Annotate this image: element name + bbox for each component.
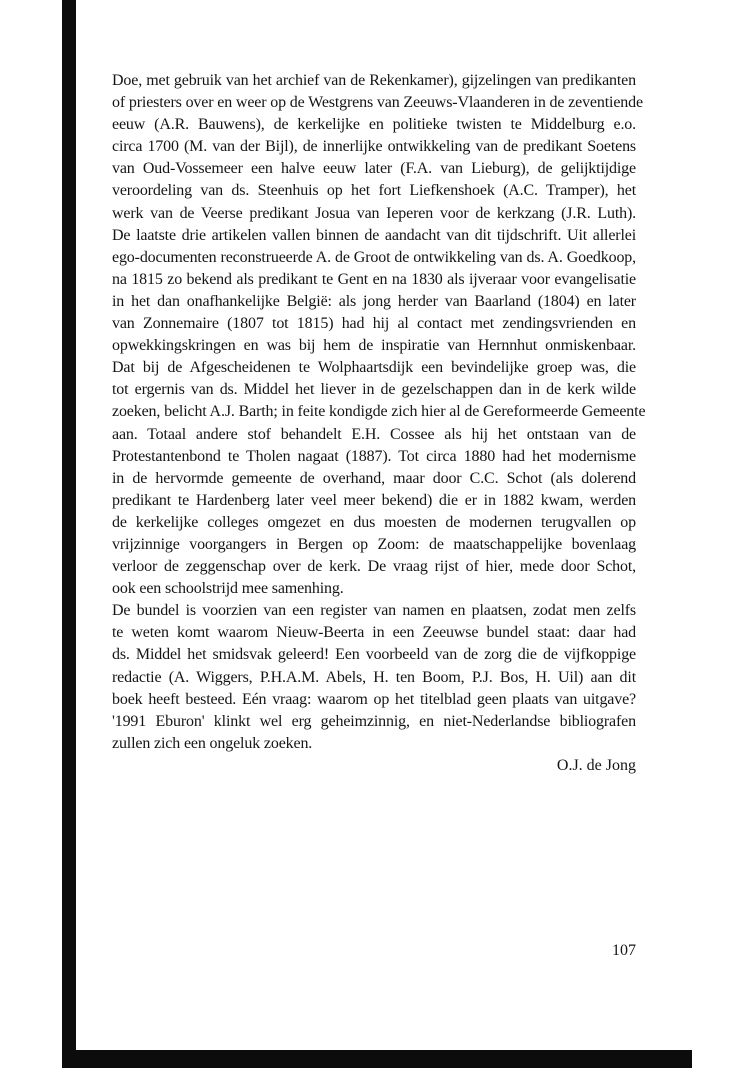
text-line: zoeken, belicht A.J. Barth; in feite kondigde zich hier al de Gereformeerde Gemeente: [112, 403, 646, 421]
text-line: te weten komt waarom Nieuw-Beerta in een Zeeuwse bundel staat: daar had: [112, 624, 636, 642]
text-line: na 1815 zo bekend als predikant te Gent en na 1830 als ijveraar voor evangelisatie: [112, 270, 636, 288]
text-line: ego-documenten reconstrueerde A. de Groot de ontwikkeling van ds. A. Goedkoop,: [112, 248, 636, 266]
text-line: Doe, met gebruik van het archief van de Rekenkamer), gijzelingen van predikanten: [112, 72, 636, 89]
page-number: 107: [612, 942, 636, 959]
text-line: circa 1700 (M. van der Bijl), de innerlijke ontwikkeling van de predikant Soetens: [112, 138, 636, 156]
text-line: in het dan onafhankelijke België: als jong herder van Baarland (1804) en later: [112, 292, 636, 310]
text-line: verloor de zeggenschap over de kerk. De vraag rijst of hier, mede door Schot,: [112, 558, 636, 576]
text-line: ds. Middel het smidsvak geleerd! Een voorbeeld van de zorg die de vijfkoppige: [112, 646, 636, 664]
author-signature: O.J. de Jong: [556, 756, 636, 774]
text-line: redactie (A. Wiggers, P.H.A.M. Abels, H. ten Boom, P.J. Bos, H. Uil) aan dit: [112, 668, 636, 686]
text-line: ook een schoolstrijd mee samenhing.: [112, 580, 344, 598]
text-line: De bundel is voorzien van een register van namen en plaatsen, zodat men zelfs: [112, 602, 636, 620]
text-line: aan. Totaal andere stof behandelt E.H. Cossee als hij het ontstaan van de: [112, 425, 636, 443]
text-line: opwekkingskringen en was bij hem de inspiratie van Hernnhut onmiskenbaar.: [112, 337, 636, 355]
article-text: [112, 70, 646, 777]
text-line: Protestantenbond te Tholen nagaat (1887). Tot circa 1880 had het modernisme: [112, 447, 636, 465]
text-line: eeuw (A.R. Bauwens), de kerkelijke en politieke twisten te Middelburg e.o.: [112, 116, 636, 134]
text-line: predikant te Hardenberg later veel meer bekend) die er in 1882 kwam, werden: [112, 491, 636, 509]
scan-left-edge: [62, 0, 76, 1068]
text-line: de kerkelijke colleges omgezet en dus moesten de modernen terugvallen op: [112, 513, 636, 531]
text-line: veroordeling van ds. Steenhuis op het fort Liefkenshoek (A.C. Tramper), het: [112, 182, 636, 200]
text-line: tot ergernis van ds. Middel het liever in de gezelschappen dan in de kerk wilde: [112, 381, 636, 399]
text-line: of priesters over en weer op de Westgrens van Zeeuws-Vlaanderen in de zeventiende: [112, 94, 643, 112]
text-line: van Zonnemaire (1807 tot 1815) had hij al contact met zendingsvrienden en: [112, 315, 636, 333]
text-line: De laatste drie artikelen vallen binnen de aandacht van dit tijdschrift. Uit allerlei: [112, 226, 636, 244]
text-line: vrijzinnige voorgangers in Bergen op Zoom: de maatschappelijke bovenlaag: [112, 535, 636, 553]
text-line: '1991 Eburon' klinkt wel erg geheimzinnig, en niet-Nederlandse bibliografen: [112, 712, 636, 730]
text-line: zullen zich een ongeluk zoeken.: [112, 734, 313, 752]
scan-bottom-edge: [62, 1050, 692, 1068]
text-line: Dat bij de Afgescheidenen te Wolphaartsdijk een bevindelijke groep was, die: [112, 359, 636, 377]
text-line: werk van de Veerse predikant Josua van Ieperen voor de kerkzang (J.R. Luth).: [112, 204, 636, 222]
text-line: boek heeft besteed. Eén vraag: waarom op het titelblad geen plaats van uitgave?: [112, 690, 636, 708]
text-line: in de hervormde gemeente de overhand, maar door C.C. Schot (als dolerend: [112, 469, 636, 487]
text-line: van Oud-Vossemeer een halve eeuw later (F.A. van Lieburg), de gelijktijdige: [112, 160, 636, 178]
